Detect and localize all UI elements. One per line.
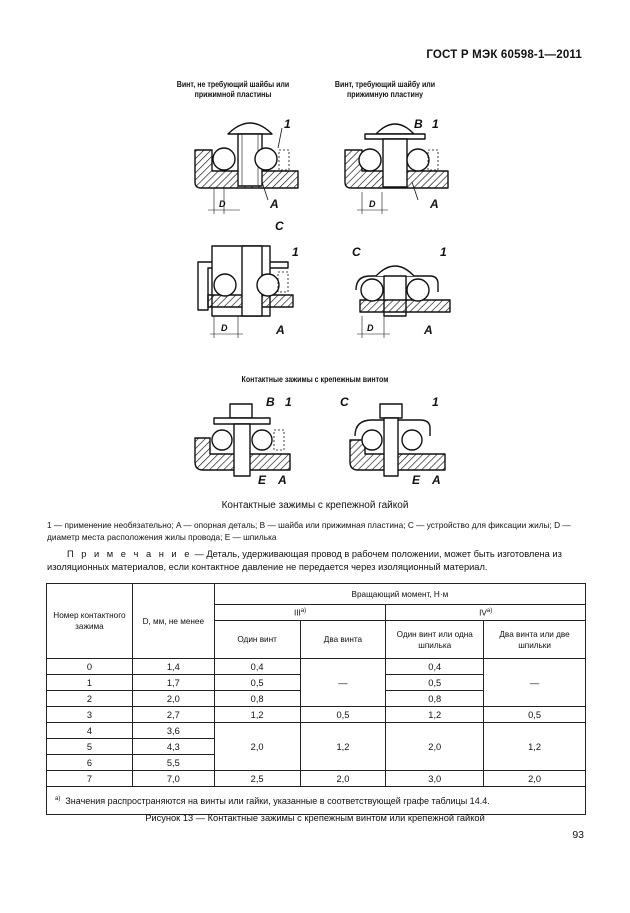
- caption-screw-terminals: Контактные зажимы с крепежным винтом: [241, 375, 389, 384]
- header-iii: $III^{а)}$: [214, 605, 386, 621]
- note-text: — Деталь, удерживающая провод в рабочем положении, может быть изготовлена из изоляционных материалов, если контактное давление не передается через изоляционный материал.: [47, 549, 562, 572]
- cell-d: 1,7: [132, 675, 214, 691]
- document-header: ГОСТ Р МЭК 60598-1—2011: [426, 49, 582, 61]
- cell-iii1: 0,8: [214, 691, 300, 707]
- label-e-drawing6: E: [412, 473, 421, 487]
- cell-iii1: 2,0: [214, 723, 300, 771]
- cell-n: 3: [47, 707, 133, 723]
- header-d-min: D, мм, не менее: [132, 584, 214, 659]
- cell-iii1: 0,4: [214, 659, 300, 675]
- table-row: [47, 707, 586, 723]
- drawing-screw-no-washer: [195, 123, 298, 214]
- cell-d: 7,0: [132, 771, 214, 787]
- cell-n: 7: [47, 771, 133, 787]
- cell-iv2: —: [484, 659, 586, 707]
- torque-table: [46, 583, 586, 815]
- label-1-drawing6: 1: [432, 395, 439, 409]
- cell-iv2: 1,2: [484, 723, 586, 771]
- cell-d: 2,7: [132, 707, 214, 723]
- cell-iii1: 2,5: [214, 771, 300, 787]
- label-a-drawing1: A: [270, 197, 279, 211]
- label-1-drawing3: 1: [292, 245, 299, 259]
- table-row: [47, 771, 586, 787]
- label-1-drawing5: 1: [285, 395, 292, 409]
- cell-iii2: 2,0: [300, 771, 386, 787]
- cell-iv2: 0,5: [484, 707, 586, 723]
- label-1-drawing4: 1: [440, 245, 447, 259]
- cell-d: 2,0: [132, 691, 214, 707]
- cell-iv1: 0,5: [386, 675, 484, 691]
- header-iv-two-screws: Два винта или две шпильки: [484, 621, 586, 659]
- caption-screw-no-washer: Винт, не требующий шайбы или прижимной пластины: [176, 80, 290, 99]
- cell-n: 1: [47, 675, 133, 691]
- header-iii-two-screws: Два винта: [300, 621, 386, 659]
- header-iv-one-screw: Один винт или одна шпилька: [386, 621, 484, 659]
- label-a-drawing2: A: [430, 197, 439, 211]
- label-d-drawing3: D: [221, 323, 228, 333]
- cell-d: 4,3: [132, 739, 214, 755]
- cell-n: 5: [47, 739, 133, 755]
- label-a-drawing3: A: [276, 323, 285, 337]
- cell-iv1: 1,2: [386, 707, 484, 723]
- cell-d: 1,4: [132, 659, 214, 675]
- cell-iv2: 2,0: [484, 771, 586, 787]
- page-number: 93: [572, 829, 584, 841]
- cell-n: 4: [47, 723, 133, 739]
- figure-caption: Рисунок 13 — Контактные зажимы с крепежным винтом или крепежной гайкой: [145, 813, 485, 823]
- label-e-drawing5: E: [258, 473, 267, 487]
- cell-n: 0: [47, 659, 133, 675]
- label-d-drawing1: D: [219, 199, 226, 209]
- note-paragraph: [47, 548, 587, 574]
- header-torque: Вращающий момент, Н·м: [214, 584, 585, 605]
- header-iii-one-screw: Один винт: [214, 621, 300, 659]
- table-row: [47, 659, 586, 675]
- label-c-drawing6: C: [340, 395, 349, 409]
- cell-n: 6: [47, 755, 133, 771]
- table-footnote: $^{а)}$ Значения распространяются на винты или гайки, указанные в соответствующей графе таблицы 14.4.: [47, 787, 586, 815]
- header-terminal-number: Номер контактного зажима: [47, 584, 133, 659]
- label-b-drawing5: B: [266, 395, 275, 409]
- note-lead: П р и м е ч а н и е: [67, 549, 192, 559]
- label-1-drawing2: 1: [432, 117, 439, 131]
- drawing-nut-clamp: [350, 404, 445, 476]
- cell-iv1: 2,0: [386, 723, 484, 771]
- label-a-drawing4: A: [424, 323, 433, 337]
- caption-screw-with-washer: Винт, требующий шайбу или прижимную пластину: [334, 80, 436, 99]
- label-d-drawing2: D: [369, 199, 376, 209]
- cell-iii2: —: [300, 659, 386, 707]
- cell-n: 2: [47, 691, 133, 707]
- drawing-nut-washer: [195, 404, 290, 476]
- table-row: [47, 723, 586, 739]
- label-a-drawing6: A: [432, 473, 441, 487]
- cell-d: 5,5: [132, 755, 214, 771]
- label-a-drawing5: A: [278, 473, 287, 487]
- cell-iii1: 0,5: [214, 675, 300, 691]
- caption-nut-terminals: Контактные зажимы с крепежной гайкой: [221, 500, 409, 511]
- figure-legend: 1 — применение необязательно; A — опорная деталь; B — шайба или прижимная пластина; C — устройство для фиксации жилы; D — диаметр места расположения жилы провода; E — шпилька: [47, 520, 571, 542]
- label-c-drawing4: C: [352, 245, 361, 259]
- label-b-drawing2: B: [414, 117, 423, 131]
- header-iv: $IV^{а)}$: [386, 605, 586, 621]
- cell-iii2: 0,5: [300, 707, 386, 723]
- cell-d: 3,6: [132, 723, 214, 739]
- label-c-drawing3: C: [275, 219, 284, 233]
- cell-iv1: 3,0: [386, 771, 484, 787]
- cell-iii2: 1,2: [300, 723, 386, 771]
- cell-iv1: 0,8: [386, 691, 484, 707]
- cell-iv1: 0,4: [386, 659, 484, 675]
- label-1-drawing1: 1: [284, 117, 291, 131]
- label-d-drawing4: D: [367, 323, 374, 333]
- cell-iii1: 1,2: [214, 707, 300, 723]
